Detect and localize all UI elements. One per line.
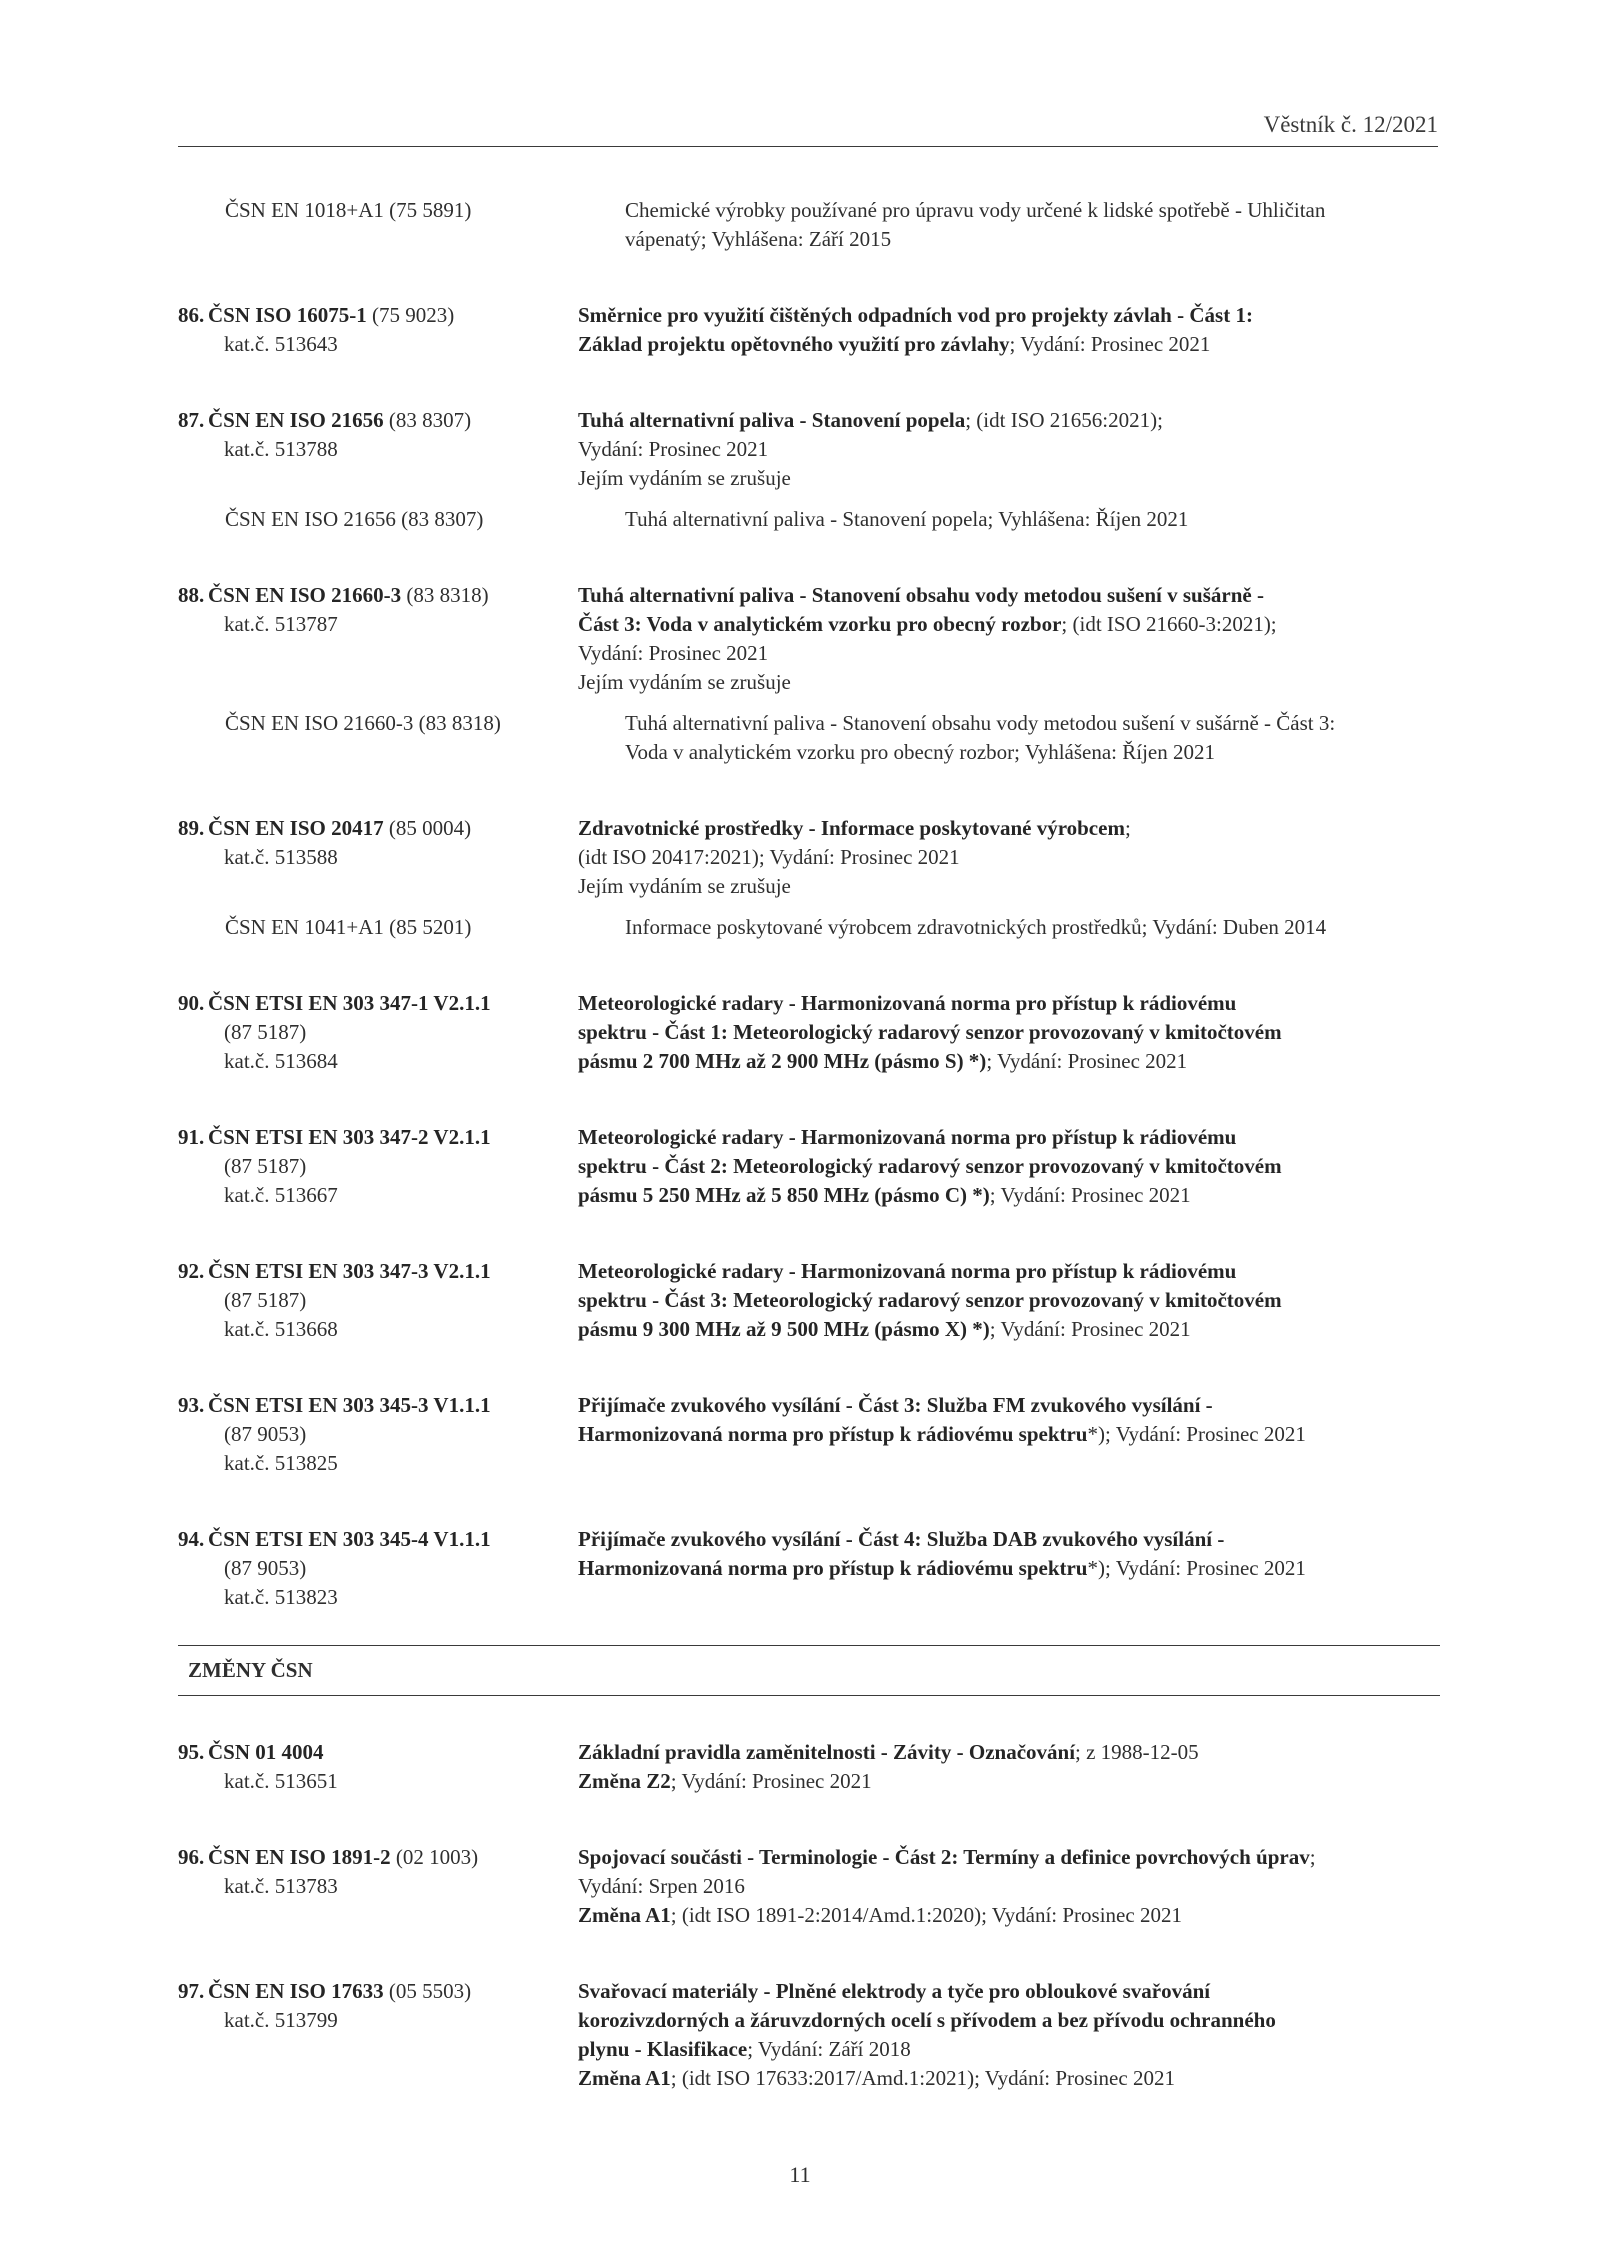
replaced-description-line: Informace poskytované výrobcem zdravotnických prostředků; Vydání: Duben 2014 <box>625 915 1327 939</box>
publication-info: *); Vydání: Prosinec 2021 <box>1087 1422 1306 1446</box>
page-number: 11 <box>789 2162 811 2187</box>
entry-number: 95. <box>178 1740 205 1764</box>
title-line <box>578 989 1440 1018</box>
publication-info: ; Vydání: Prosinec 2021 <box>989 1317 1191 1341</box>
entry-number: 87. <box>178 408 205 432</box>
classification-code: (87 5187) <box>224 1288 307 1312</box>
publication-info: ; (idt ISO 21656:2021); <box>965 408 1163 432</box>
standard-code: ČSN ETSI EN 303 345-3 V1.1.1 <box>208 1393 491 1417</box>
title-line <box>578 1843 1440 1872</box>
classification-code: (87 5187) <box>224 1154 307 1178</box>
entry-number: 88. <box>178 583 205 607</box>
entry-group <box>178 814 1440 942</box>
title-line <box>578 814 1440 843</box>
standard-entry <box>178 581 1440 697</box>
standard-title: Harmonizovaná norma pro přístup k rádiovému spektru <box>578 1422 1088 1446</box>
standard-code-line <box>178 989 578 1018</box>
publication-info: ; (idt ISO 21660-3:2021); <box>1061 612 1277 636</box>
title-line <box>578 1391 1440 1420</box>
standard-entry <box>178 1123 1440 1210</box>
standard-code-line <box>178 1525 578 1554</box>
title-line <box>578 581 1440 610</box>
standard-title: Meteorologické radary - Harmonizovaná norma pro přístup k rádiovému <box>578 1125 1237 1149</box>
amendment-line <box>578 1767 1440 1796</box>
title-line <box>578 1554 1440 1583</box>
replaced-standard <box>178 913 1440 942</box>
publication-info: (idt ISO 20417:2021); Vydání: Prosinec 2021 <box>578 845 960 869</box>
classification-code: (87 9053) <box>224 1422 307 1446</box>
standard-code-line <box>178 1257 578 1286</box>
entry-number: 92. <box>178 1259 205 1283</box>
amendment-info: ; (idt ISO 17633:2017/Amd.1:2021); Vydání: Prosinec 2021 <box>670 2066 1175 2090</box>
standard-title: spektru - Část 2: Meteorologický radarový senzor provozovaný v kmitočtovém <box>578 1154 1282 1178</box>
standard-description <box>578 989 1440 1076</box>
catalog-number: kat.č. 513788 <box>224 437 338 461</box>
standard-title: korozivzdorných a žáruvzdorných ocelí s přívodem a bez přívodu ochranného <box>578 2008 1276 2032</box>
entry-number: 89. <box>178 816 205 840</box>
standard-code-line <box>178 814 578 843</box>
standard-title: Harmonizovaná norma pro přístup k rádiovému spektru <box>578 1556 1088 1580</box>
classification-code: (87 9053) <box>224 1556 307 1580</box>
standard-entry <box>178 1391 1440 1478</box>
entry-group <box>178 581 1440 767</box>
standard-code: ČSN ETSI EN 303 347-3 V2.1.1 <box>208 1259 491 1283</box>
standard-identifier <box>178 1391 578 1478</box>
amendment-info: ; Vydání: Prosinec 2021 <box>670 1769 872 1793</box>
standard-identifier <box>178 1843 578 1930</box>
title-line <box>578 1286 1440 1315</box>
change-entry <box>178 1977 1440 2093</box>
replaced-standard-description <box>625 913 1440 942</box>
amendment-line <box>578 2064 1440 2093</box>
standard-description <box>578 1123 1440 1210</box>
title-line <box>578 406 1440 435</box>
publication-info: *); Vydání: Prosinec 2021 <box>1087 1556 1306 1580</box>
standard-identifier <box>178 1123 578 1210</box>
title-line <box>578 1420 1440 1449</box>
standard-entry <box>178 406 1440 493</box>
standard-title: Spojovací součásti - Terminologie - Část 2: Termíny a definice povrchových úprav <box>578 1845 1310 1869</box>
catalog-number: kat.č. 513825 <box>224 1451 338 1475</box>
title-line <box>578 2006 1440 2035</box>
title-line <box>578 1047 1440 1076</box>
replaced-standard-code: ČSN EN ISO 21656 (83 8307) <box>225 507 484 531</box>
catalog-number: kat.č. 513684 <box>224 1049 338 1073</box>
replaced-description-line: Voda v analytickém vzorku pro obecný rozbor; Vyhlášena: Říjen 2021 <box>625 740 1215 764</box>
standards-list <box>178 196 1440 2140</box>
standard-code: ČSN ETSI EN 303 347-1 V2.1.1 <box>208 991 491 1015</box>
standard-code: ČSN EN ISO 17633 <box>208 1979 384 2003</box>
amendment-label: Změna Z2 <box>578 1769 671 1793</box>
classification-code: (83 8307) <box>388 408 472 432</box>
title-line <box>578 1018 1440 1047</box>
classification-code: (87 5187) <box>224 1020 307 1044</box>
standard-identifier <box>178 301 578 359</box>
catalog-number: kat.č. 513667 <box>224 1183 338 1207</box>
catalog-number: kat.č. 513783 <box>224 1874 338 1898</box>
catalog-number: kat.č. 513799 <box>224 2008 338 2032</box>
standard-title: Tuhá alternativní paliva - Stanovení popela <box>578 408 966 432</box>
standard-title: Meteorologické radary - Harmonizovaná norma pro přístup k rádiovému <box>578 991 1237 1015</box>
entry-number: 91. <box>178 1125 205 1149</box>
standard-title: Základ projektu opětovného využití pro závlahy <box>578 332 1010 356</box>
standard-code: ČSN EN ISO 20417 <box>208 816 384 840</box>
standard-identifier <box>178 581 578 697</box>
standard-description <box>578 406 1440 493</box>
replaced-standard <box>178 709 1440 767</box>
standard-identifier <box>178 1257 578 1344</box>
entry-number: 93. <box>178 1393 205 1417</box>
standard-title: Svařovací materiály - Plněné elektrody a tyče pro obloukové svařování <box>578 1979 1211 2003</box>
replaced-standard-description <box>625 505 1440 534</box>
classification-code: (05 5503) <box>388 1979 472 2003</box>
standard-code-line <box>178 1843 578 1872</box>
entry-number: 97. <box>178 1979 205 2003</box>
title-line <box>578 301 1440 330</box>
replaced-standard-description <box>625 709 1440 767</box>
standard-title: Přijímače zvukového vysílání - Část 4: Služba DAB zvukového vysílání - <box>578 1527 1225 1551</box>
title-line <box>578 1257 1440 1286</box>
title-line <box>578 1152 1440 1181</box>
standard-entry <box>178 989 1440 1076</box>
publication-info: ; <box>1124 816 1131 840</box>
standard-code: ČSN EN ISO 1891-2 <box>208 1845 391 1869</box>
publication-info: Vydání: Prosinec 2021 <box>578 437 769 461</box>
amendment-info: ; (idt ISO 1891-2:2014/Amd.1:2020); Vydání: Prosinec 2021 <box>670 1903 1182 1927</box>
standard-description <box>578 1738 1440 1796</box>
publication-info: ; z 1988-12-05 <box>1075 1740 1199 1764</box>
title-line <box>578 1315 1440 1344</box>
publication-info: Vydání: Srpen 2016 <box>578 1874 745 1898</box>
title-line <box>578 1525 1440 1554</box>
replaced-standard <box>178 505 1440 534</box>
top-replaced-entry <box>178 196 1440 254</box>
section-title: ZMĚNY ČSN <box>188 1658 313 1682</box>
section-header <box>178 1645 1440 1696</box>
standard-description <box>578 1977 1440 2093</box>
amendment-label: Změna A1 <box>578 1903 671 1927</box>
change-entry <box>178 1738 1440 1796</box>
standard-identifier <box>178 1977 578 2093</box>
title-line <box>578 1181 1440 1210</box>
standard-title: Základní pravidla zaměnitelnosti - Závity - Označování <box>578 1740 1076 1764</box>
standard-description <box>578 1257 1440 1344</box>
publication-info: ; Vydání: Prosinec 2021 <box>986 1049 1188 1073</box>
entry-group <box>178 406 1440 534</box>
standard-code-line <box>178 1123 578 1152</box>
standard-description <box>578 301 1440 359</box>
classification-code: (75 9023) <box>371 303 455 327</box>
standard-code: ČSN ETSI EN 303 347-2 V2.1.1 <box>208 1125 491 1149</box>
standard-code: ČSN EN ISO 21656 <box>208 408 384 432</box>
standard-code-line <box>178 1391 578 1420</box>
standard-description <box>578 1525 1440 1612</box>
publication-info: ; Vydání: Září 2018 <box>747 2037 911 2061</box>
amendment-line <box>578 1901 1440 1930</box>
standard-code-line <box>178 1738 578 1767</box>
standard-code-line <box>178 301 578 330</box>
standard-description <box>578 814 1440 901</box>
publication-info: ; Vydání: Prosinec 2021 <box>989 1183 1191 1207</box>
classification-code: (02 1003) <box>395 1845 479 1869</box>
standard-code-line <box>178 1977 578 2006</box>
publication-info: Jejím vydáním se zrušuje <box>578 466 791 490</box>
bulletin-header: Věstník č. 12/2021 <box>1263 112 1438 137</box>
standard-entry <box>178 301 1440 359</box>
publication-info: ; <box>1309 1845 1316 1869</box>
catalog-number: kat.č. 513588 <box>224 845 338 869</box>
publication-info: Jejím vydáním se zrušuje <box>578 874 791 898</box>
publication-info: ; Vydání: Prosinec 2021 <box>1009 332 1211 356</box>
entry-number: 96. <box>178 1845 205 1869</box>
standard-title: plynu - Klasifikace <box>578 2037 748 2061</box>
standard-code: ČSN EN ISO 21660-3 <box>208 583 402 607</box>
title-line <box>578 1123 1440 1152</box>
standard-identifier <box>178 989 578 1076</box>
standard-title: Tuhá alternativní paliva - Stanovení obsahu vody metodou sušení v sušárně - <box>578 583 1264 607</box>
section-rule-bottom <box>178 1695 1440 1696</box>
standard-code: ČSN ISO 16075-1 <box>208 303 367 327</box>
header-rule <box>178 146 1438 147</box>
entry-number: 90. <box>178 991 205 1015</box>
title-line <box>578 610 1440 639</box>
standard-entry <box>178 814 1440 901</box>
catalog-number: kat.č. 513823 <box>224 1585 338 1609</box>
catalog-number: kat.č. 513651 <box>224 1769 338 1793</box>
standard-code-line <box>178 581 578 610</box>
title-line <box>578 1738 1440 1767</box>
standard-identifier <box>178 1738 578 1796</box>
standard-entry <box>178 1525 1440 1612</box>
standard-description <box>578 1391 1440 1478</box>
replaced-description-line: Tuhá alternativní paliva - Stanovení obsahu vody metodou sušení v sušárně - Část 3: <box>625 711 1336 735</box>
standard-code: ČSN ETSI EN 303 345-4 V1.1.1 <box>208 1527 491 1551</box>
standard-description <box>578 1843 1440 1930</box>
title-line <box>578 1977 1440 2006</box>
title-line <box>578 330 1440 359</box>
replaced-description-line: Tuhá alternativní paliva - Stanovení popela; Vyhlášena: Říjen 2021 <box>625 507 1189 531</box>
standard-title: Meteorologické radary - Harmonizovaná norma pro přístup k rádiovému <box>578 1259 1237 1283</box>
replaced-standard-code: ČSN EN 1018+A1 (75 5891) <box>225 198 472 222</box>
amendment-label: Změna A1 <box>578 2066 671 2090</box>
standard-identifier <box>178 1525 578 1612</box>
standard-title: spektru - Část 1: Meteorologický radarový senzor provozovaný v kmitočtovém <box>578 1020 1282 1044</box>
standard-title: Část 3: Voda v analytickém vzorku pro obecný rozbor <box>578 612 1062 636</box>
classification-code: (83 8318) <box>406 583 489 607</box>
catalog-number: kat.č. 513643 <box>224 332 338 356</box>
publication-info: Jejím vydáním se zrušuje <box>578 670 791 694</box>
replaced-standard-description: Chemické výrobky používané pro úpravu vody určené k lidské spotřebě - Uhličitan vápenatý; Vyhlášena: Září 2015 <box>625 198 1326 251</box>
catalog-number: kat.č. 513668 <box>224 1317 338 1341</box>
standard-title: Přijímače zvukového vysílání - Část 3: Služba FM zvukového vysílání - <box>578 1393 1213 1417</box>
standard-title: pásmu 2 700 MHz až 2 900 MHz (pásmo S) *) <box>578 1049 987 1073</box>
standard-code-line <box>178 406 578 435</box>
entry-number: 86. <box>178 303 205 327</box>
standard-identifier <box>178 406 578 493</box>
catalog-number: kat.č. 513787 <box>224 612 338 636</box>
standard-title: spektru - Část 3: Meteorologický radarový senzor provozovaný v kmitočtovém <box>578 1288 1282 1312</box>
standard-title: pásmu 9 300 MHz až 9 500 MHz (pásmo X) *) <box>578 1317 990 1341</box>
standard-code: ČSN 01 4004 <box>208 1740 324 1764</box>
title-line <box>578 2035 1440 2064</box>
classification-code: (85 0004) <box>388 816 472 840</box>
standard-description <box>578 581 1440 697</box>
standard-title: Zdravotnické prostředky - Informace poskytované výrobcem <box>578 816 1125 840</box>
replaced-standard-code: ČSN EN 1041+A1 (85 5201) <box>225 915 472 939</box>
change-entry <box>178 1843 1440 1930</box>
standard-title: pásmu 5 250 MHz až 5 850 MHz (pásmo C) *) <box>578 1183 990 1207</box>
entry-number: 94. <box>178 1527 205 1551</box>
standard-entry <box>178 1257 1440 1344</box>
replaced-standard-code: ČSN EN ISO 21660-3 (83 8318) <box>225 711 501 735</box>
standard-identifier <box>178 814 578 901</box>
publication-info: Vydání: Prosinec 2021 <box>578 641 769 665</box>
standard-title: Směrnice pro využití čištěných odpadních vod pro projekty závlah - Část 1: <box>578 303 1253 327</box>
